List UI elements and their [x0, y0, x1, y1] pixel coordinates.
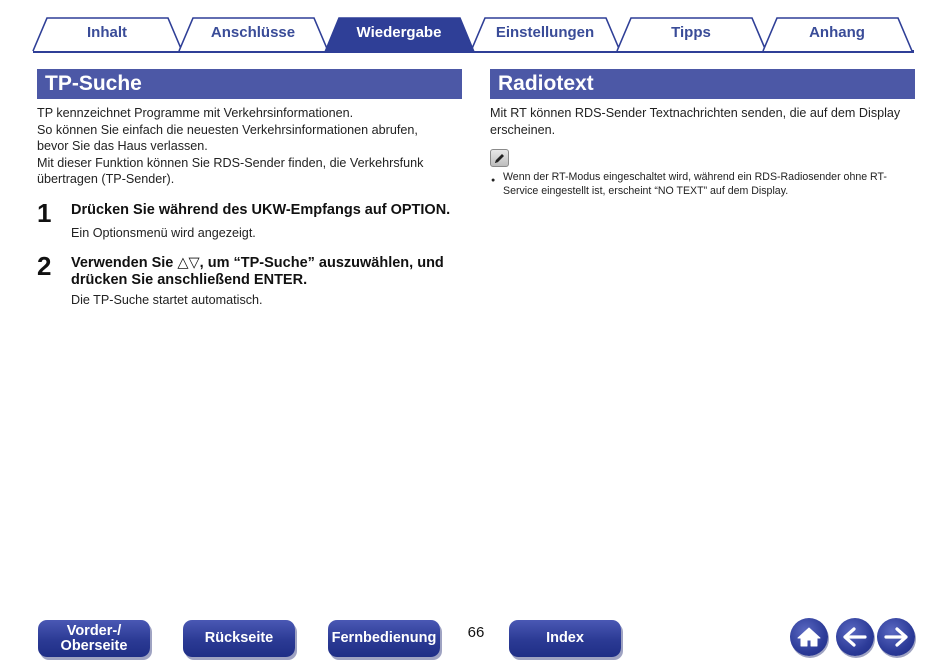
back-panel-button[interactable]: Rückseite: [183, 620, 295, 657]
tp-intro-line-3: bevor Sie das Haus verlassen.: [37, 139, 208, 153]
radiotext-note: [490, 171, 920, 198]
home-icon: [796, 625, 822, 649]
tp-intro-line-2: So können Sie einfach die neuesten Verkehrsinformationen abrufen,: [37, 122, 418, 137]
step-title-2-line-1: Verwenden Sie △▽, um “TP-Suche” auszuwählen, und: [71, 255, 444, 271]
arrow-left-icon: [842, 626, 868, 648]
remote-control-button[interactable]: Fernbedienung: [328, 620, 440, 657]
front-top-label-line-1: Vorder-/: [66, 622, 122, 639]
radiotext-intro-line-2: erscheinen.: [490, 122, 556, 137]
step-number-1: 1: [37, 198, 52, 228]
step-number-2: 2: [37, 251, 52, 281]
step-title-2-line-2: drücken Sie anschließend ENTER.: [71, 272, 308, 288]
tp-intro-line-5: übertragen (TP-Sender).: [37, 172, 175, 186]
note-line-2: Service eingestellt ist, erscheint “NO TEXT” auf dem Display.: [503, 184, 789, 197]
pencil-icon: [490, 149, 509, 167]
step-title-1: Drücken Sie während des UKW-Empfangs auf OPTION.: [71, 202, 451, 218]
note-line-1: Wenn der RT-Modus eingeschaltet wird, während ein RDS-Radiosender ohne RT-: [503, 171, 887, 183]
previous-page-button[interactable]: [836, 618, 874, 656]
front-top-label-line-2: Oberseite: [60, 637, 128, 654]
pencil-icon-graphic: [493, 152, 506, 165]
tab-wiedergabe[interactable]: Wiedergabe: [356, 24, 442, 41]
tab-bar: [0, 0, 950, 60]
step-desc-2: Die TP-Suche startet automatisch.: [71, 293, 263, 307]
home-button[interactable]: [790, 618, 828, 656]
index-button[interactable]: Index: [509, 620, 621, 657]
step-title-2: [71, 255, 471, 289]
tp-intro-line-4: Mit dieser Funktion können Sie RDS-Sender finden, die Verkehrsfunk: [37, 155, 424, 170]
tab-inhalt[interactable]: Inhalt: [87, 24, 127, 41]
section-title-tp-suche: TP-Suche: [37, 69, 462, 99]
step-desc-1: Ein Optionsmenü wird angezeigt.: [71, 226, 256, 240]
radiotext-intro-text: [490, 105, 920, 138]
section-title-radiotext: Radiotext: [490, 69, 915, 99]
tab-einstellungen[interactable]: Einstellungen: [495, 24, 595, 41]
tp-intro-text: [37, 105, 467, 188]
arrow-right-icon: [883, 626, 909, 648]
tab-anschluesse[interactable]: Anschlüsse: [210, 24, 296, 41]
tab-tipps[interactable]: Tipps: [671, 24, 711, 41]
radiotext-intro-line-1: Mit RT können RDS-Sender Textnachrichten senden, die auf dem Display: [490, 106, 901, 120]
front-top-button[interactable]: [38, 620, 150, 657]
next-page-button[interactable]: [877, 618, 915, 656]
page-number: 66: [467, 624, 485, 641]
note-bullet: ●: [491, 177, 496, 184]
tp-intro-line-1: TP kennzeichnet Programme mit Verkehrsinformationen.: [37, 106, 354, 120]
tab-anhang[interactable]: Anhang: [809, 24, 865, 41]
